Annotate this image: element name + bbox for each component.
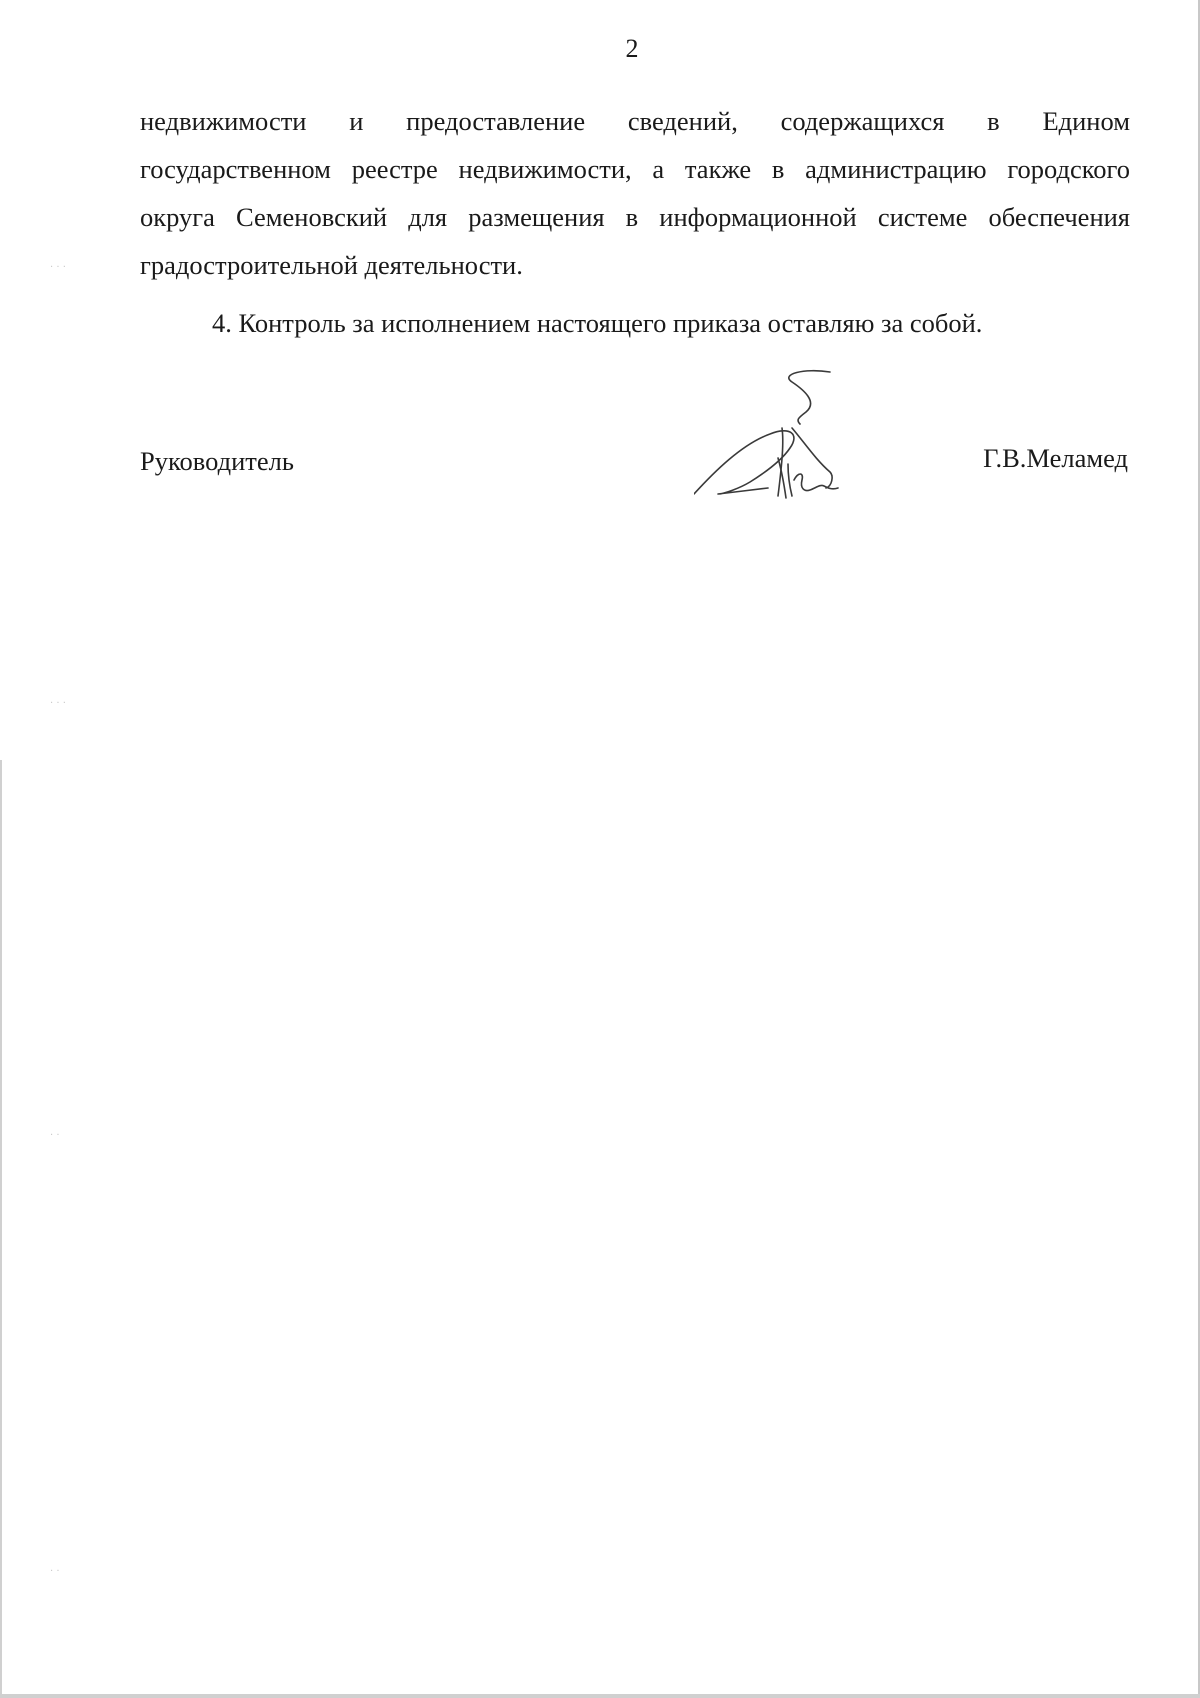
scan-noise-mark: · · — [50, 1566, 60, 1577]
signer-title: Руководитель — [140, 446, 294, 476]
paragraph-continuation — [140, 97, 1130, 289]
signer-name: Г.В.Меламед — [983, 443, 1128, 473]
scan-edge-left — [0, 760, 2, 1698]
paragraph-line: градостроительной деятельности. — [140, 250, 523, 280]
scan-noise-mark: · · — [50, 1130, 60, 1141]
scan-noise-mark: · · · — [50, 262, 66, 273]
scan-noise-mark: · · · — [50, 698, 66, 709]
paragraph-line: недвижимости и предоставление сведений, содержащихся в Едином — [140, 106, 1130, 136]
paragraph-line: государственном реестре недвижимости, а также в администрацию городского — [140, 154, 1130, 184]
signature-block — [140, 443, 1130, 506]
paragraph-line: округа Семеновский для размещения в информационной системе обеспечения — [140, 202, 1130, 232]
paragraph-item-4: 4. Контроль за исполнением настоящего приказа оставляю за собой. — [212, 308, 983, 338]
scan-edge-bottom — [0, 1694, 1200, 1698]
page-number: 2 — [625, 34, 639, 63]
